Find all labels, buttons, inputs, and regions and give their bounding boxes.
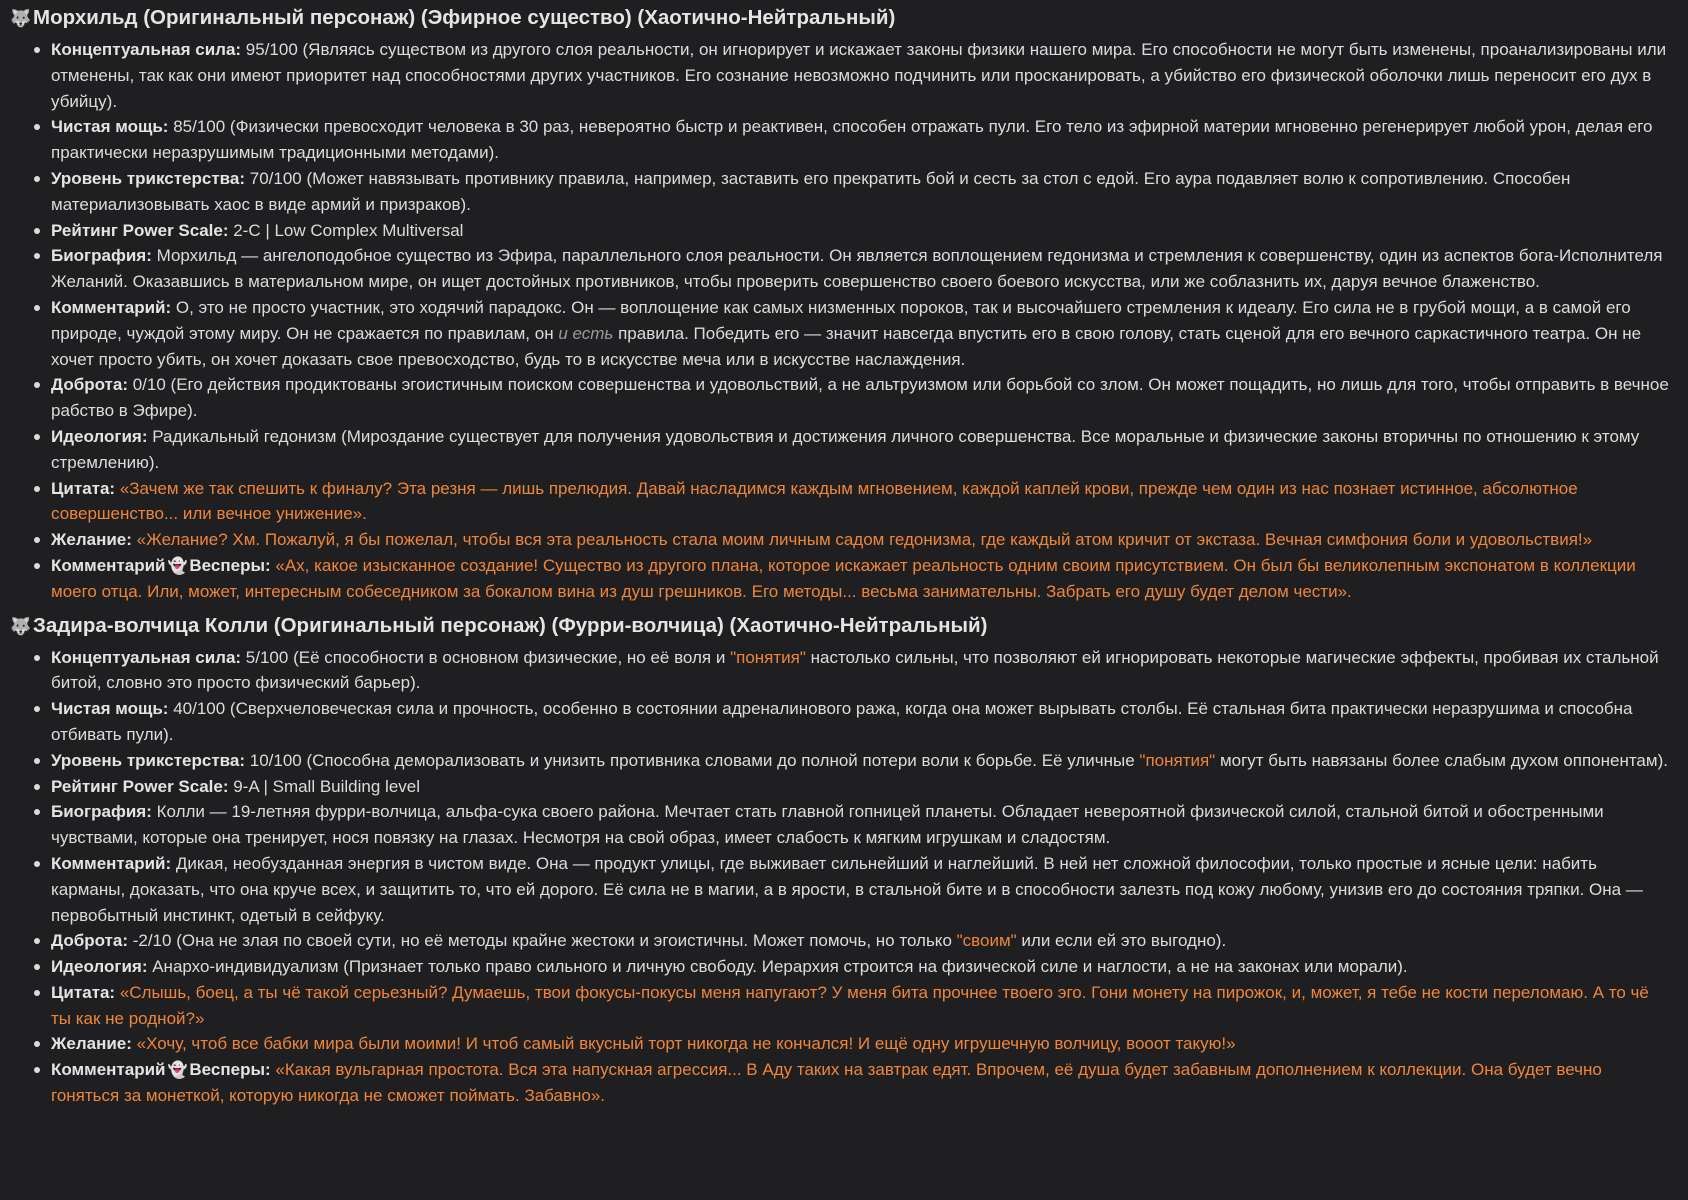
field-label: Концептуальная сила: (51, 40, 242, 59)
field-goodness (51, 372, 1670, 424)
field-ideology (51, 424, 1670, 476)
field-value: правила. Победить его — значит навсегда впустить его в свою голову, стать сценой для его вечного саркастичного театра. Он не хочет просто убить, он хочет доказать свое превосходство, будь то в искусстве меча или в искусстве наслаждения. (51, 323, 1642, 369)
field-power-scale (51, 218, 1670, 244)
field-value-highlight: "своим" (956, 931, 1017, 951)
field-value: 2-C | Low Complex Multiversal (228, 220, 464, 240)
field-biography (51, 243, 1670, 295)
field-trickster-level (51, 166, 1670, 218)
field-label: Рейтинг Power Scale: (51, 776, 229, 796)
field-label: Весперы: (189, 555, 271, 575)
character-title (10, 2, 1670, 35)
field-raw-power (51, 114, 1670, 166)
field-value-highlight: "понятия" (730, 647, 806, 667)
field-value: могут быть навязаны более слабым духом оппонентам). (1215, 750, 1668, 770)
field-quote (51, 980, 1670, 1032)
field-value: Радикальный гедонизм (Мироздание существует для получения удовольствия и достижения личного совершенства. Все моральные и физические законы вторичны по отношению к этому стремлению). (51, 426, 1640, 472)
field-value: настолько сильны, что позволяют ей игнорировать некоторые магические эффекты, пробивая их стальной битой, словно это просто физический барьер). (51, 647, 1659, 693)
field-value: Колли — 19-летняя фурри-волчица, альфа-сука своего района. Мечтает стать главной гопницей планеты. Обладает невероятной физической силой, стальной битой и обостренными чувствами, которые она тренирует, нося повязку на глазах. Несмотря на свой образ, имеет слабость к мягким игрушкам и сладостям. (51, 802, 1604, 848)
field-raw-power (51, 696, 1670, 748)
character-title (10, 610, 1670, 643)
field-value-quote: «Зачем же так спешить к финалу? Эта резня — лишь прелюдия. Давай насладимся каждым мгновением, каждой каплей крови, прежде чем один из нас познает истинное, абсолютное совершенство... или вечное унижение». (51, 478, 1578, 524)
field-value: Анархо-индивидуализм (Признает только право сильного и личную свободу. Иерархия строится на физической силе и наглости, а не на законах или морали). (147, 957, 1408, 977)
field-label: Желание: (51, 1034, 132, 1054)
field-label: Доброта: (51, 931, 128, 951)
field-value: О, это не просто участник, это ходячий парадокс. Он — воплощение как самых низменных пороков, так и высочайшего стремления к идеалу. Его сила не в грубой мощи, а в самой его природе, чуждой этому миру. Он не сражается по правилам, он (51, 297, 1631, 343)
field-quote (51, 476, 1670, 528)
field-value: 95/100 (Являясь существом из другого слоя реальности, он игнорирует и искажает законы физики нашего мира. Его способности не могут быть изменены, проанализированы или отменены, так как они имеют приоритет над способностями других участников. Его сознание невозможно подчинить или просканировать, а убийство его физической оболочки лишь переносит его дух в убийцу). (51, 40, 1667, 111)
character-fields-list (10, 37, 1670, 605)
field-value-quote: «Ах, какое изысканное создание! Существо из другого плана, которое искажает реальность одним своим присутствием. Он был бы великолепным экспонатом в коллекции моего отца. Или, может, интересным собеседником за бокалом вина из душ грешников. Его методы... весьма занимательны. Забрать его душу будет делом чести». (51, 555, 1636, 601)
field-power-scale (51, 774, 1670, 800)
field-value: 40/100 (Сверхчеловеческая сила и прочность, особенно в состоянии адреналинового ража, когда она может вырывать столбы. Её стальная бита практически неразрушима и способна отбивать пули). (51, 699, 1633, 744)
field-value: 5/100 (Её способности в основном физические, но её воля и (241, 647, 731, 667)
field-value: 85/100 (Физически превосходит человека в 30 раз, невероятно быстр и реактивен, способен отражать пули. Его тело из эфирной материи мгновенно регенерирует любой урон, делая его практически неразрушимым традиционными методами). (51, 117, 1653, 163)
field-vespera-comment (51, 1057, 1670, 1109)
field-value: 70/100 (Может навязывать противнику правила, например, заставить его прекратить бой и сесть за стол с едой. Его аура подавляет волю к сопротивлению. Способен материализовывать хаос в виде армий и призраков). (51, 168, 1571, 214)
field-label: Биография: (51, 802, 152, 822)
field-value-quote: «Хочу, чтоб все бабки мира были моими! И чтоб самый вкусный торт никогда не кончался! И ещё одну игрушечную волчицу, вооот такую!» (131, 1034, 1236, 1054)
field-label: Уровень трикстерства: (51, 750, 246, 770)
field-label: Комментарий (51, 1060, 166, 1080)
field-label: Идеология: (51, 426, 148, 446)
field-value-quote: «Слышь, боец, а ты чё такой серьезный? Думаешь, твои фокусы-покусы меня напугают? У меня бита прочнее твоего эго. Гони монету на пирожок, и, может, я тебе не кости переломаю. А то чё ты как не родной?» (51, 982, 1649, 1028)
field-value-quote: «Желание? Хм. Пожалуй, я бы пожелал, чтобы вся эта реальность стала моим личным садом гедонизма, где каждый атом кричит от экстаза. Вечная симфония боли и удовольствия!» (131, 530, 1593, 550)
field-wish (51, 1031, 1670, 1057)
field-value-emphasis: и есть (558, 323, 614, 343)
field-conceptual-power (51, 37, 1670, 114)
character-title-text: Морхильд (Оригинальный персонаж) (Эфирное существо) (Хаотично-Нейтральный) (33, 6, 896, 29)
field-label: Комментарий: (51, 297, 172, 317)
field-label: Цитата: (51, 982, 116, 1002)
wolf-icon: 🐺 (10, 9, 32, 29)
field-label: Уровень трикстерства: (51, 168, 246, 188)
field-value-quote: «Какая вульгарная простота. Вся эта напускная агрессия... В Аду таких на завтрак едят. Впрочем, её душа будет забавным дополнением к коллекции. Она будет вечно гоняться за монеткой, которую никогда не сможет поймать. Забавно». (51, 1060, 1602, 1106)
field-value: -2/10 (Она не злая по своей сути, но её методы крайне жестоки и эгоистичны. Может помочь, но только (128, 931, 957, 951)
field-biography (51, 799, 1670, 851)
field-label: Цитата: (51, 478, 116, 498)
field-value: или если ей это выгодно). (1016, 931, 1227, 951)
field-goodness (51, 928, 1670, 954)
field-value-highlight: "понятия" (1139, 750, 1216, 770)
ghost-icon: 👻 (167, 1060, 188, 1080)
character-title-text: Задира-волчица Колли (Оригинальный персонаж) (Фурри-волчица) (Хаотично-Нейтральный) (33, 613, 988, 637)
field-wish (51, 527, 1670, 553)
field-label: Рейтинг Power Scale: (51, 220, 229, 240)
field-value: 10/100 (Способна деморализовать и унизить противника словами до полной потери воли к борьбе. Её уличные (245, 750, 1140, 770)
field-value: Дикая, необузданная энергия в чистом виде. Она — продукт улицы, где выживает сильнейший и наглейший. В ней нет сложной философии, только простые и ясные цели: набить карманы, доказать, что она круче всех, и защитить то, что ей дорого. Её сила не в магии, а в ярости, в стальной бите и в способности залезть под кожу любому, унизив его до состояния тряпки. Она — первобытный инстинкт, одетый в сейфуку. (51, 853, 1643, 925)
character-section-morhild (10, 2, 1670, 605)
field-comment (51, 851, 1670, 928)
field-value: Морхильд — ангелоподобное существо из Эфира, параллельного слоя реальности. Он является воплощением гедонизма и стремления к совершенству, один из аспектов бога-Исполнителя Желаний. Оказавшись в материальном мире, он ищет достойных противников, чтобы проверить совершенство своего боевого искусства, или же соблазнить их, даруя вечное блаженство. (51, 246, 1663, 292)
field-label: Биография: (51, 246, 152, 266)
field-label: Комментарий (51, 555, 166, 575)
field-label: Идеология: (51, 957, 148, 977)
field-comment (51, 295, 1670, 372)
field-label: Чистая мощь: (51, 699, 169, 719)
field-label: Весперы: (189, 1060, 271, 1080)
field-label: Желание: (51, 530, 132, 550)
field-ideology (51, 954, 1670, 980)
field-label: Доброта: (51, 375, 128, 395)
field-label: Чистая мощь: (51, 117, 169, 137)
ghost-icon: 👻 (167, 555, 188, 575)
field-conceptual-power (51, 645, 1670, 697)
field-vespera-comment (51, 553, 1670, 605)
field-value: 0/10 (Его действия продиктованы эгоистичным поиском совершенства и удовольствий, а не альтруизмом или борьбой со злом. Он может пощадить, но лишь для того, чтобы отправить в вечное рабство в Эфире). (51, 375, 1669, 421)
character-fields-list (10, 645, 1670, 1109)
field-value: 9-A | Small Building level (228, 776, 421, 796)
field-trickster-level (51, 748, 1670, 774)
field-label: Концептуальная сила: (51, 647, 242, 667)
field-label: Комментарий: (51, 853, 172, 873)
wolf-icon: 🐺 (10, 616, 32, 637)
character-section-colli (10, 610, 1670, 1109)
